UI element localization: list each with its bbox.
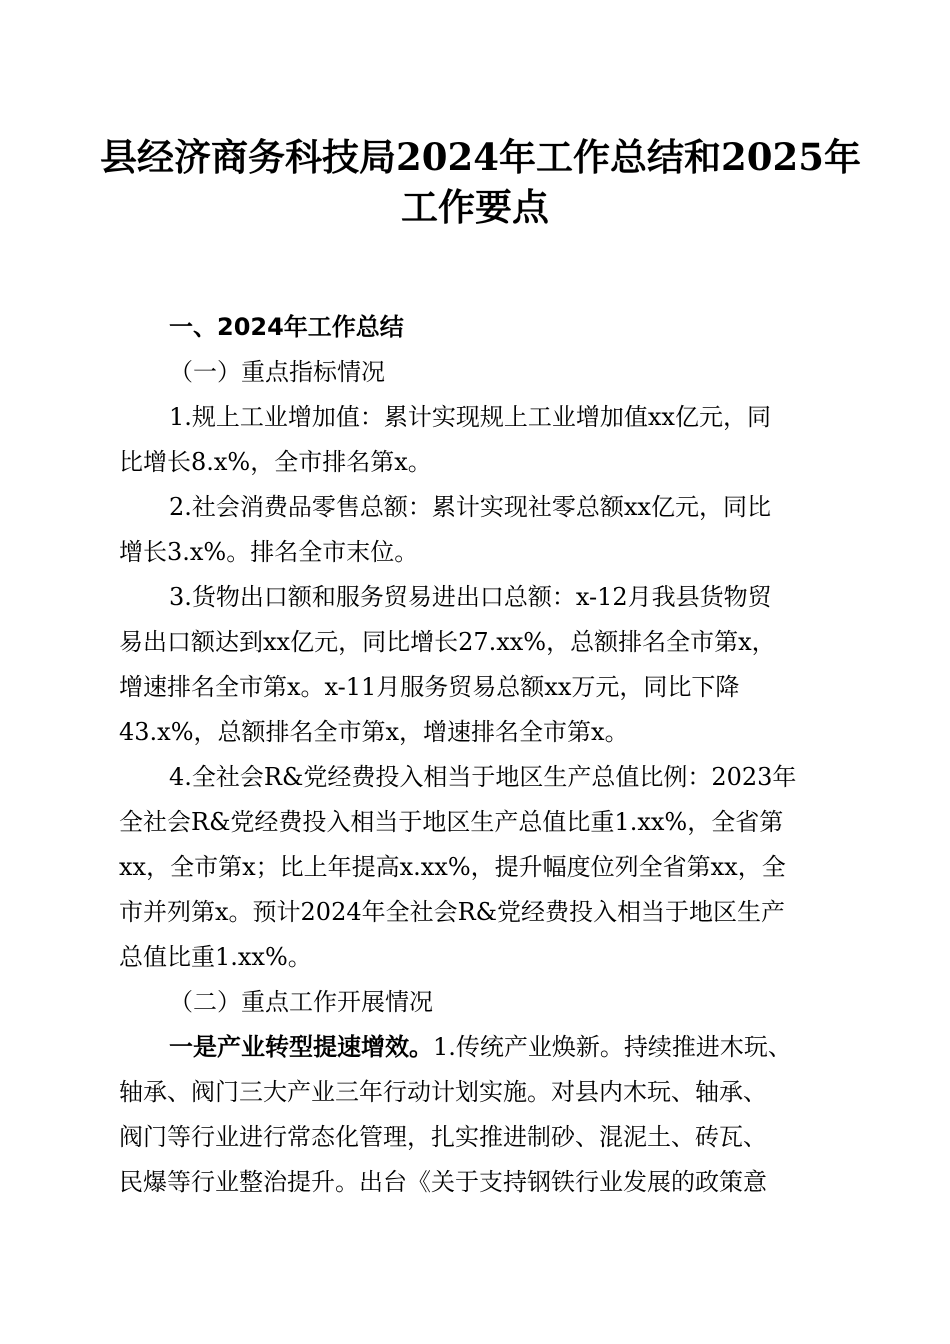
item-1-line-1: 1.规上工业增加值：累计实现规上工业增加值xx亿元，同 [169, 403, 771, 431]
item-2-line-1: 2.社会消费品零售总额：累计实现社零总额xx亿元，同比 [169, 493, 771, 521]
paragraph-1-line-3: 阀门等行业进行常态化管理，扎实推进制砂、混泥土、砖瓦、 [119, 1123, 767, 1151]
item-4-line-5: 总值比重1.xx%。 [119, 943, 312, 971]
section-heading-1: 一、2024年工作总结 [169, 313, 404, 341]
paragraph-1-lead: 一是产业转型提速增效。 [169, 1033, 433, 1061]
title-line-2: 工作要点 [401, 185, 549, 229]
item-3-line-3: 增速排名全市第x。x-11月服务贸易总额xx万元，同比下降 [119, 673, 740, 701]
item-3-line-1: 3.货物出口额和服务贸易进出口总额：x-12月我县货物贸 [169, 583, 772, 611]
item-4-line-3: xx，全市第x；比上年提高x.xx%，提升幅度位列全省第xx，全 [119, 853, 786, 881]
item-1-line-2: 比增长8.x%，全市排名第x。 [119, 448, 432, 476]
item-3-line-4: 43.x%，总额排名全市第x，增速排名全市第x。 [119, 718, 629, 746]
paragraph-1-line-4: 民爆等行业整治提升。出台《关于支持钢铁行业发展的政策意 [119, 1168, 767, 1196]
paragraph-1-line-1 [119, 1025, 824, 1070]
item-3-line-2: 易出口额达到xx亿元，同比增长27.xx%，总额排名全市第x， [119, 628, 776, 656]
document-title [100, 132, 861, 232]
document-body [119, 305, 824, 1205]
item-2-line-2: 增长3.x%。排名全市末位。 [119, 538, 419, 566]
subsection-heading-1: （一）重点指标情况 [169, 358, 385, 386]
subsection-heading-2: （二）重点工作开展情况 [169, 988, 433, 1016]
paragraph-1-line-2: 轴承、阀门三大产业三年行动计划实施。对县内木玩、轴承、 [119, 1078, 767, 1106]
item-4-line-2: 全社会R&党经费投入相当于地区生产总值比重1.xx%，全省第 [119, 808, 784, 836]
paragraph-1-line-1-rest: 1.传统产业焕新。持续推进木玩、 [433, 1033, 792, 1061]
item-4-line-1: 4.全社会R&党经费投入相当于地区生产总值比例：2023年 [169, 763, 797, 791]
item-4-line-4: 市并列第x。预计2024年全社会R&党经费投入相当于地区生产 [119, 898, 786, 926]
title-line-1: 县经济商务科技局2024年工作总结和2025年 [100, 135, 861, 179]
